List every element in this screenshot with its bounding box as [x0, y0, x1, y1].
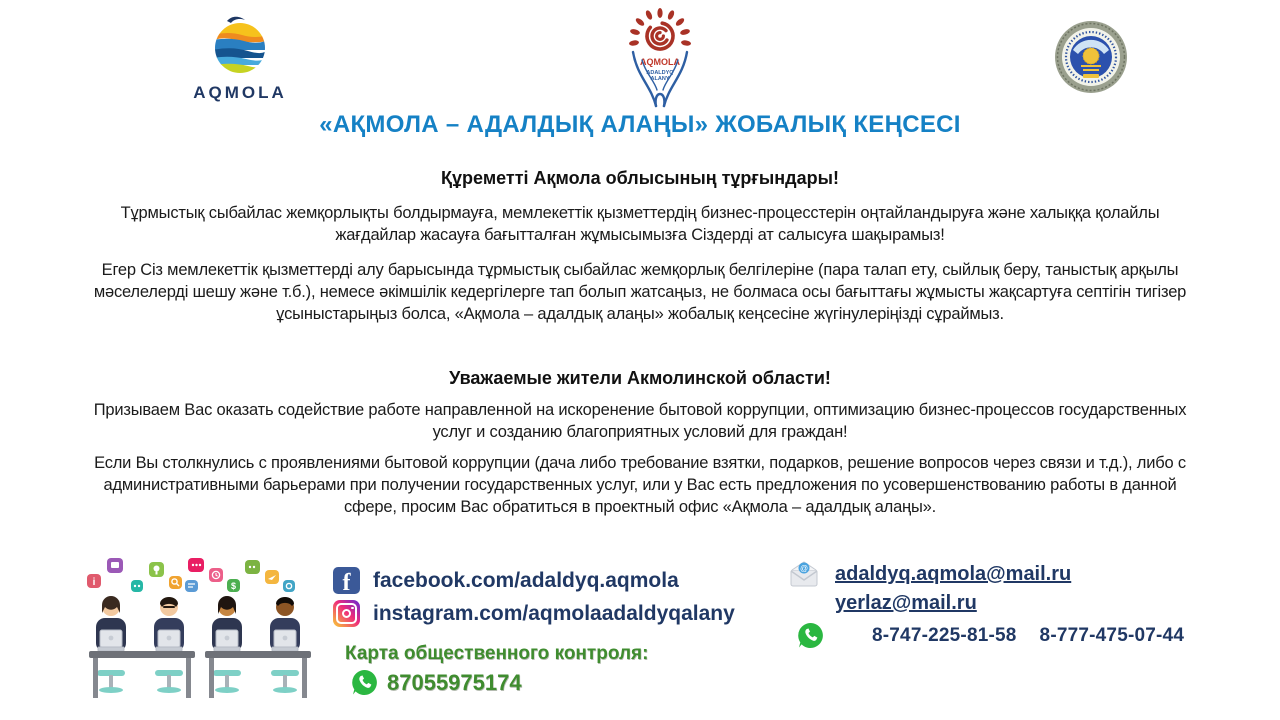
sun-tulip-icon: [618, 6, 702, 112]
center-logo-sub1: ADALDYQ: [646, 70, 674, 76]
public-control-label: Карта общественного контроля:: [345, 643, 649, 664]
public-control-block: [345, 643, 648, 696]
svg-text:$: $: [230, 581, 237, 591]
email-icon: [788, 561, 820, 587]
kazakh-heading: Құреметті Ақмола облысының тұрғындары!: [441, 168, 839, 188]
svg-text:@: @: [799, 564, 809, 573]
facebook-icon: f: [333, 567, 360, 594]
email-block: [788, 561, 1071, 616]
instagram-row: [333, 600, 735, 627]
public-control-phone: 87055975174: [387, 669, 522, 695]
instagram-icon: [333, 600, 360, 627]
page-title: «АҚМОЛА – АДАЛДЫҚ АЛАҢЫ» ЖОБАЛЫҚ КЕҢСЕСІ: [319, 111, 961, 138]
center-logo-sub2: ALANY: [650, 76, 670, 82]
whatsapp-icon: [797, 622, 824, 649]
instagram-link[interactable]: instagram.com/aqmolaadaldyqalany: [373, 601, 735, 625]
adaldyq-alany-logo: [618, 6, 702, 112]
aqmola-region-logo: [192, 14, 288, 103]
russian-paragraph-1: Призываем Вас оказать содействие работе направленной на искоренение бытовой коррупции, оптимизацию бизнес-процессов государственных услуг и созданию благоприятных условий для граждан!: [93, 401, 1187, 441]
facebook-link[interactable]: facebook.com/adaldyq.aqmola: [373, 568, 679, 592]
whatsapp-icon: [351, 669, 378, 696]
russian-heading: Уважаемые жители Акмолинской области!: [449, 368, 831, 388]
kazakh-paragraph-1: Тұрмыстық сыбайлас жемқорлықты болдырмауға, мемлекеттік қызметтердің бизнес-процесстерін оңтайландыруға және халыққа қолайлы жағдайлар жасауға бағытталған жұмысымызға Сіздерді ат салысуға шақырамыз!: [120, 204, 1160, 244]
email-link-secondary[interactable]: yerlaz@mail.ru: [835, 592, 977, 614]
svg-text:i: i: [92, 577, 96, 588]
russian-paragraph-2: Если Вы столкнулись с проявлениями бытовой коррупции (дача либо требование взятки, подарков, решение вопросов через связи и т.д.), либо с административными барьерами при получении государственных услуг, или у Вас есть предложения по усовершенствованию работы в данной сфере, просим Вас обратиться в проектный офис «Ақмола – адалдық алаңы».: [94, 454, 1186, 516]
whatsapp-phones-row: [797, 622, 1184, 649]
police-emblem-logo: [1054, 20, 1128, 94]
phone-number-2: 8-777-475-07-44: [1039, 624, 1185, 646]
email-link-primary[interactable]: adaldyq.aqmola@mail.ru: [835, 563, 1072, 585]
round-seal-icon: [1054, 20, 1128, 94]
center-logo-label: AQMOLA: [640, 57, 680, 67]
phone-number-1: 8-747-225-81-58: [872, 624, 1017, 646]
support-team-illustration: [85, 552, 323, 702]
kazakh-paragraph-2: Егер Сіз мемлекеттік қызметтерді алу барысында тұрмыстық сыбайлас жемқорлық белгілеріне (пара талап ету, сыйлық беру, таныстық арқылы мәселелерді шешу және т.б.), немесе әкімшілік кедергілерге тап болып жатсаңыз, не болмаса осы бағыттағы жұмысты жақсартуға септігін тигізер ұсыныстарыңыз болса, «Ақмола – адалдық алаңы» жобалық кеңсесіне жүгінулеріңізді сұраймыз.: [93, 261, 1187, 323]
aqmola-logo-label: AQMOLA: [193, 83, 287, 102]
aqmola-globe-icon: [210, 14, 270, 76]
facebook-row: [333, 567, 679, 594]
